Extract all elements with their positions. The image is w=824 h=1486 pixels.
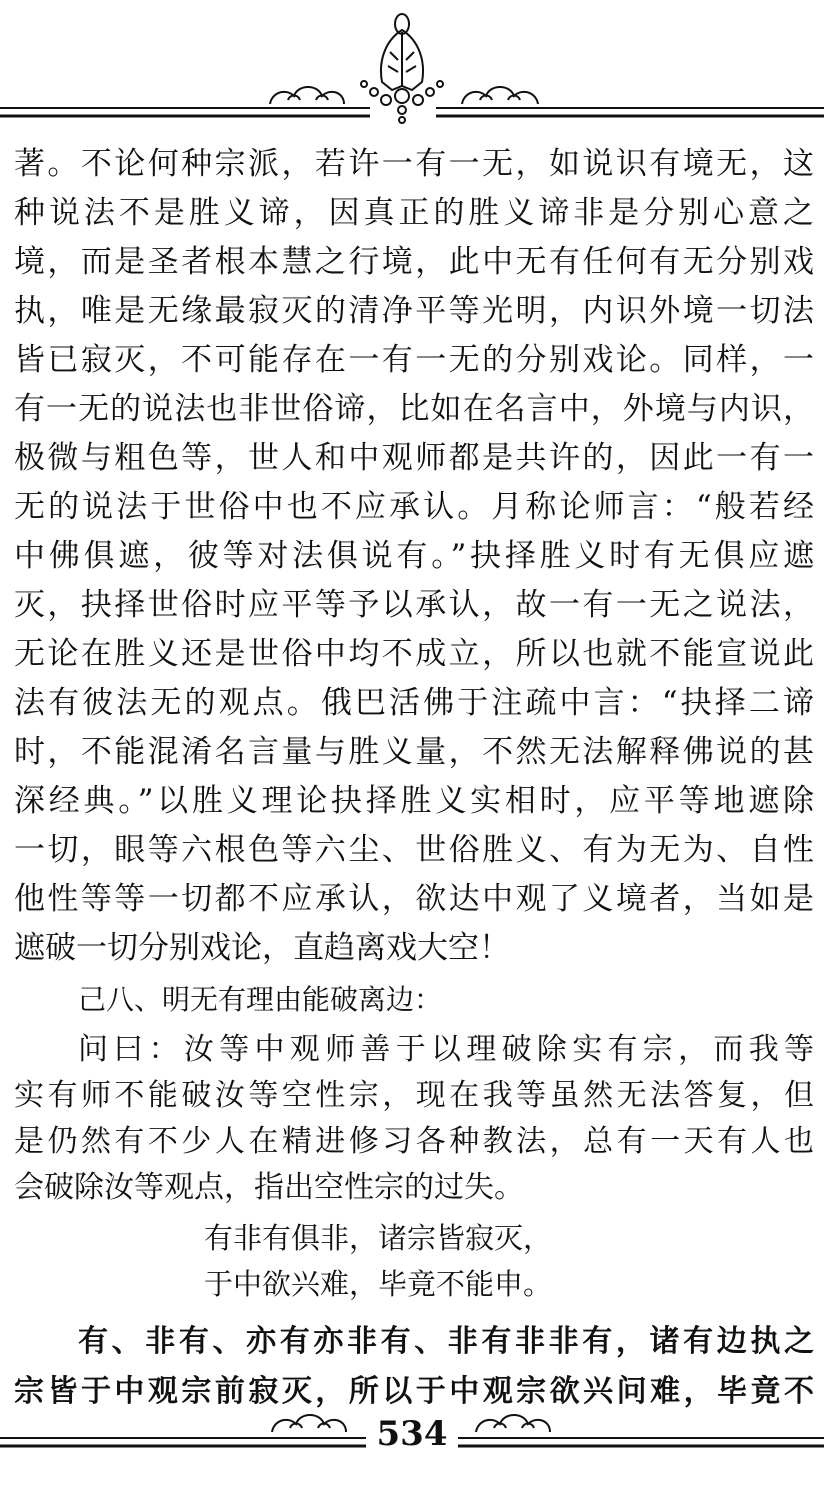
paragraph-line: 著。不论何种宗派，若许一有一无，如说识有境无，这	[14, 146, 814, 182]
header-cloud-left-icon	[270, 87, 344, 104]
paragraph-line: 一切，眼等六根色等六尘、世俗胜义、有为无为、自性	[14, 832, 814, 868]
verse-line: 于中欲兴难，毕竟不能申。	[204, 1267, 553, 1301]
paragraph-line: 境，而是圣者根本慧之行境，此中无有任何有无分别戏	[14, 244, 814, 280]
paragraph-line: 时，不能混淆名言量与胜义量，不然无法解释佛说的甚	[14, 734, 814, 770]
paragraph-line: 深经典。”以胜义理论抉择胜义实相时，应平等地遮除	[14, 783, 814, 819]
paragraph-line: 极微与粗色等，世人和中观师都是共许的，因此一有一	[14, 440, 814, 476]
commentary-line: 宗皆于中观宗前寂灭，所以于中观宗欲兴问难，毕竟不	[14, 1374, 814, 1409]
page-number: 534	[376, 1414, 448, 1454]
verse-line: 有非有俱非，诸宗皆寂灭，	[204, 1221, 553, 1255]
main-paragraph	[14, 140, 814, 973]
paragraph-line: 遮破一切分别戏论，直趋离戏大空！	[14, 930, 510, 966]
paragraph-line: 他性等等一切都不应承认，欲达中观了义境者，当如是	[14, 881, 814, 917]
paragraph-line: 灭，抉择世俗时应平等予以承认，故一有一无之说法，	[14, 587, 814, 623]
paragraph-line: 无论在胜义还是世俗中均不成立，所以也就不能宣说此	[14, 636, 814, 672]
header-ornament	[0, 0, 824, 130]
verse-block	[14, 1215, 814, 1307]
question-line: 问曰：汝等中观师善于以理破除实有宗，而我等	[78, 1032, 814, 1067]
section-heading: 己八、明无有理由能破离边：	[78, 983, 443, 1016]
question-paragraph	[14, 1027, 814, 1211]
header-rule-lines	[0, 108, 824, 116]
page-body	[14, 140, 814, 1417]
header-cloud-right-icon	[462, 87, 538, 104]
paragraph-line: 皆已寂灭，不可能存在一有一无的分别戏论。同样，一	[14, 342, 814, 378]
question-line: 是仍然有不少人在精进修习各种教法，总有一天有人也	[14, 1124, 814, 1159]
question-line: 会破除汝等观点，指出空性宗的过失。	[14, 1170, 524, 1205]
paragraph-line: 中佛俱遮，彼等对法俱说有。”抉择胜义时有无俱应遮	[14, 538, 814, 574]
paragraph-line: 种说法不是胜义谛，因真正的胜义谛非是分别心意之	[14, 195, 814, 231]
commentary-line: 有、非有、亦有亦非有、非有非非有，诸有边执之	[78, 1324, 814, 1359]
praying-hands-ornament-icon	[361, 14, 443, 123]
question-line: 实有师不能破汝等空性宗，现在我等虽然无法答复，但	[14, 1078, 814, 1113]
paragraph-line: 法有彼法无的观点。俄巴活佛于注疏中言：“抉择二谛	[14, 685, 814, 721]
paragraph-line: 无的说法于世俗中也不应承认。月称论师言：“般若经	[14, 489, 814, 525]
paragraph-line: 有一无的说法也非世俗谛，比如在名言中，外境与内识，	[14, 391, 814, 427]
paragraph-line: 执，唯是无缘最寂灭的清净平等光明，内识外境一切法	[14, 293, 814, 329]
